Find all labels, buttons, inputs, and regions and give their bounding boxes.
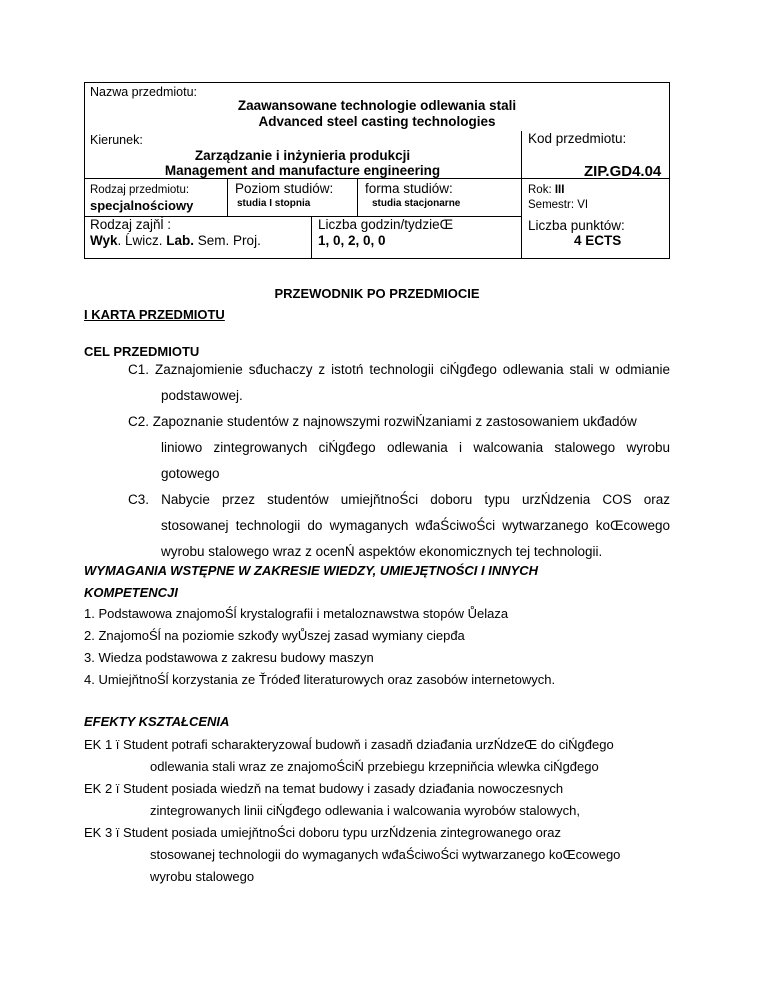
goal-c2-line2: liniowo zintegrowanych ciŃgđego odlewania i walcowania stalowego wyrobu bbox=[161, 440, 670, 455]
course-name-label: Nazwa przedmiotu: bbox=[90, 85, 197, 99]
goal-c3-line3: wyrobu stalowego wraz z ocenŃ aspektów ekonomicznych tej technologii. bbox=[161, 544, 603, 559]
goal-c2-line3: gotowego bbox=[161, 466, 220, 481]
study-level-value: studia I stopnia bbox=[237, 198, 311, 209]
course-type-value: specjalnościowy bbox=[90, 198, 194, 213]
prerequisites-list bbox=[84, 603, 555, 691]
ects-label: Liczba punktów: bbox=[528, 218, 625, 233]
course-card-heading: I KARTA PRZEDMIOTU bbox=[84, 307, 225, 322]
study-form-value: studia stacjonarne bbox=[372, 198, 461, 209]
course-title-pl: Zaawansowane technologie odlewania stali bbox=[237, 98, 517, 113]
course-code-value: ZIP.GD4.04 bbox=[584, 163, 662, 180]
goal-c2-line1: C2. Zapoznanie studentów z najnowszymi rozwiŃzaniami z zastosowaniem ukđadów bbox=[128, 414, 637, 429]
study-level-label: Poziom studiów: bbox=[235, 181, 334, 196]
field-of-study-pl: Zarządzanie i inżynieria produkcji bbox=[194, 148, 411, 163]
year: Rok: III bbox=[528, 184, 565, 196]
hours-per-week-label: Liczba godzin/tydzieŒ bbox=[318, 217, 454, 232]
outcome-ek3-line3: wyrobu stalowego bbox=[150, 869, 255, 884]
course-goal-heading: CEL PRZEDMIOTU bbox=[84, 344, 200, 359]
goal-c1-line2: podstawowej. bbox=[161, 388, 243, 403]
guide-heading: PRZEWODNIK PO PRZEDMIOCIE bbox=[274, 286, 480, 301]
outcome-ek3-line1: EK 3 ï Student posiada umiejňtnoŚci doboru typu urzŃdzenia zintegrowanego oraz bbox=[84, 825, 561, 840]
field-of-study-label: Kierunek: bbox=[90, 133, 143, 147]
course-type-label: Rodzaj przedmiotu: bbox=[90, 184, 190, 196]
study-form-label: forma studiów: bbox=[365, 181, 453, 196]
field-of-study-en: Management and manufacture engineering bbox=[164, 163, 441, 178]
prerequisites-heading-line2: KOMPETENCJI bbox=[84, 585, 178, 600]
course-title-en: Advanced steel casting technologies bbox=[258, 114, 496, 129]
prerequisite-2: 2. ZnajomoŚĺ na poziomie szkođy wyŮszej zasad wymiany ciepđa bbox=[84, 628, 465, 643]
learning-outcomes-heading: EFEKTY KSZTAŁCENIA bbox=[84, 714, 230, 729]
outcome-ek2-line1: EK 2 ï Student posiada wiedzň na temat budowy i zasady dziađania nowoczesnych bbox=[84, 781, 564, 796]
goal-c3-line2: stosowanej technologii do wymaganych wđaŚciwoŚci wytwarzanego koŒcowego bbox=[161, 518, 670, 533]
course-code-label: Kod przedmiotu: bbox=[528, 131, 627, 146]
prerequisite-1: 1. Podstawowa znajomoŚĺ krystalografii i metaloznawstwa stopów Ůelaza bbox=[84, 606, 509, 621]
goal-c1-line1: C1. Zaznajomienie sđuchaczy z istotń technologii ciŃgđego odlewania stali w odmianie bbox=[128, 362, 670, 377]
learning-outcomes-list bbox=[84, 734, 620, 888]
outcome-ek2-line2: zintegrowanych linii ciŃgđego odlewania i walcowania wyrobów stalowych, bbox=[150, 803, 580, 818]
ects-value: 4 ECTS bbox=[574, 233, 622, 248]
semester: Semestr: VI bbox=[528, 199, 589, 211]
goal-c3-line1: C3. Nabycie przez studentów umiejňtnoŚci doboru typu urzŃdzenia COS oraz bbox=[128, 492, 670, 507]
outcome-ek1-line1: EK 1 ï Student potrafi scharakteryzowaĺ budowň i zasadň dziađania urzŃdzeŒ do ciŃgđego bbox=[84, 737, 614, 752]
hours-per-week-value: 1, 0, 2, 0, 0 bbox=[318, 233, 386, 248]
prerequisite-3: 3. Wiedza podstawowa z zakresu budowy maszyn bbox=[84, 650, 374, 665]
course-goals bbox=[128, 360, 670, 562]
class-type-value: Wyk. Ĺwicz. Lab. Sem. Proj. bbox=[90, 233, 261, 248]
outcome-ek1-line2: odlewania stali wraz ze znajomoŚciŃ przebiegu krzepniňcia wlewka ciŃgđego bbox=[150, 759, 599, 774]
prerequisites-heading-line1: WYMAGANIA WSTĘPNE W ZAKRESIE WIEDZY, UMIEJĘTNOŚCI I INNYCH bbox=[84, 563, 539, 578]
class-type-label: Rodzaj zajňĺ : bbox=[90, 217, 172, 232]
outcome-ek3-line2: stosowanej technologii do wymaganych wđaŚciwoŚci wytwarzanego koŒcowego bbox=[150, 847, 621, 862]
prerequisite-4: 4. UmiejňtnoŚĺ korzystania ze Ťródeđ literaturowych oraz zasobów internetowych. bbox=[84, 672, 556, 687]
